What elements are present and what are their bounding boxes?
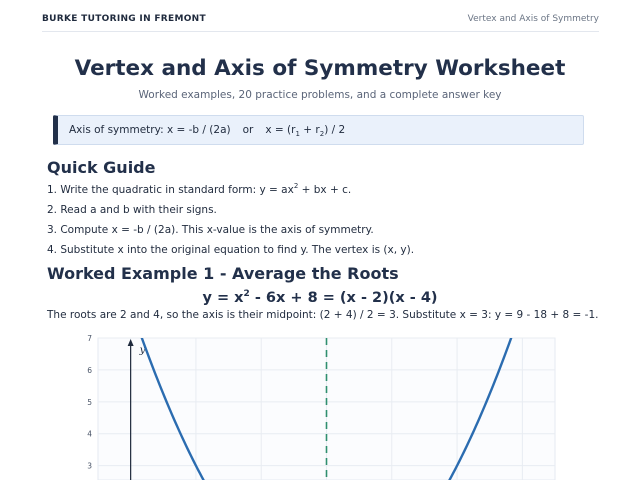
document-label: Vertex and Axis of Symmetry bbox=[467, 14, 599, 24]
y-tick-label: 4 bbox=[87, 429, 92, 439]
equation-suffix: - 6x + 8 = (x - 2)(x - 4) bbox=[249, 290, 438, 306]
brand-name: BURKE TUTORING IN FREMONT bbox=[42, 14, 206, 24]
guide-step-1-suffix: + bx + c. bbox=[298, 184, 352, 196]
y-tick-label: 6 bbox=[87, 365, 92, 375]
guide-step-2: 2. Read a and b with their signs. bbox=[47, 204, 217, 216]
guide-step-4: 4. Substitute x into the original equation to find y. The vertex is (x, y). bbox=[47, 244, 415, 256]
example-1-explanation: The roots are 2 and 4, so the axis is their midpoint: (2 + 4) / 2 = 3. Substitute x = 3: y = 9 - 18 + 8 = -1. bbox=[47, 309, 599, 321]
y-tick-label: 3 bbox=[87, 461, 92, 471]
guide-step-1-prefix: 1. Write the quadratic in standard form: y = ax bbox=[47, 184, 294, 196]
formula-roots-sub2: 2 bbox=[319, 130, 325, 138]
equation-prefix: y = x bbox=[202, 290, 244, 306]
formula-roots-sub1: 1 bbox=[295, 130, 300, 138]
formula-or: or bbox=[242, 124, 254, 136]
formula-roots-prefix: x = (r bbox=[265, 124, 296, 136]
equation-sup: 2 bbox=[243, 289, 250, 299]
page-title: Vertex and Axis of Symmetry Worksheet bbox=[74, 56, 566, 81]
y-axis-label: y bbox=[139, 345, 146, 356]
formula-roots-mid: + r bbox=[299, 124, 320, 136]
formula-roots-suffix: ) / 2 bbox=[324, 124, 346, 136]
y-tick-label: 7 bbox=[87, 334, 92, 343]
formula-axis: Axis of symmetry: x = -b / (2a) bbox=[69, 124, 231, 136]
example-1-heading: Worked Example 1 - Average the Roots bbox=[47, 264, 399, 283]
y-tick-label: 5 bbox=[87, 397, 92, 407]
guide-step-1-sup: 2 bbox=[293, 182, 299, 190]
quick-guide-heading: Quick Guide bbox=[47, 158, 156, 177]
guide-step-3: 3. Compute x = -b / (2a). This x-value is the axis of symmetry. bbox=[47, 224, 374, 236]
page-subtitle: Worked examples, 20 practice problems, and a complete answer key bbox=[138, 89, 502, 101]
